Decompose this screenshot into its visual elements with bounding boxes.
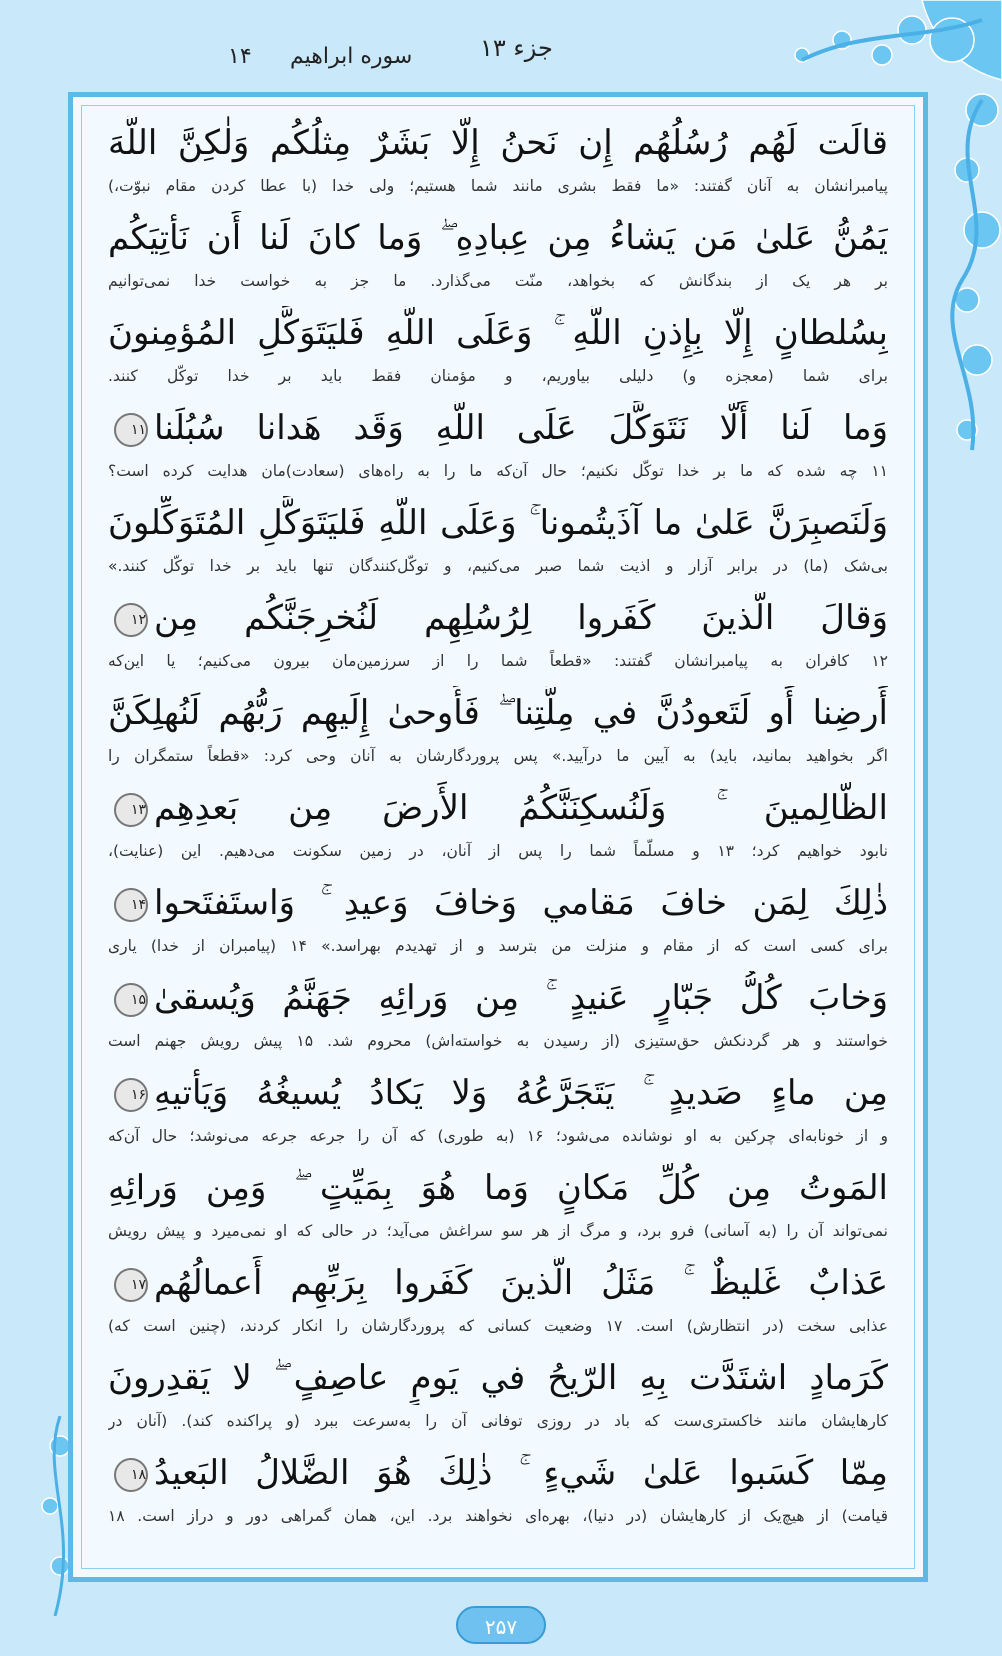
translation-line: نابود خواهیم کرد؛ ۱۳ و مسلّماً شما را پس از آنان، در زمین سکونت می‌دهیم. این (عنایت)، — [108, 842, 888, 860]
ayah-number-badge: ۱۸ — [114, 1458, 148, 1492]
translation-line: ۱۲ کافران به پیامبرانشان گفتند: «قطعاً شما را از سرزمین‌مان بیرون می‌کنیم؛ یا این‌که — [108, 652, 888, 670]
translation-line: عذابی سخت (در انتظارش) است. ۱۷ وضعیت کسانی که پروردگارشان را انکار کردند، (چنین است که) — [108, 1317, 888, 1335]
translation-line: نمی‌تواند آن را (به آسانی) فرو برد، و مرگ از هر سو سراغش می‌آید؛ در حالی که او نمی‌میرد و پیش رویش — [108, 1222, 888, 1240]
ayah-text: أَرضِنا أَو لَتَعودُنَّ في مِلَّتِنا ۖ فَأَوحىٰ إِلَيهِم رَبُّهُم لَنُهلِكَنَّ — [108, 693, 888, 733]
ayah-line — [108, 211, 888, 265]
verses-block — [108, 116, 888, 1541]
ayah-line — [108, 1066, 888, 1120]
ayah-number-badge: ۱۲ — [114, 603, 148, 637]
translation-line: قیامت) از هیچ‌یک از کارهایشان (در دنیا)، بهره‌ای نخواهند برد. این، همان گمراهی دور و دراز است. ۱۸ — [108, 1507, 888, 1525]
ayah-line — [108, 781, 888, 835]
ayah-line — [108, 1256, 888, 1310]
ayah-text: المَوتُ مِن كُلِّ مَكانٍ وَما هُوَ بِمَيِّتٍ ۖ وَمِن وَرائِهِ — [108, 1168, 888, 1208]
translation-line: برای شما (معجزه و) دلیلی بیاوریم، و مؤمنان فقط باید بر خدا توکّل کنند. — [108, 367, 888, 385]
ayah-text: يَمُنُّ عَلىٰ مَن يَشاءُ مِن عِبادِهِ ۖ وَما كانَ لَنا أَن نَأتِيَكُم — [108, 218, 888, 258]
ayah-number-badge: ۱۶ — [114, 1078, 148, 1112]
ayah-line — [108, 686, 888, 740]
ayah-line — [108, 306, 888, 360]
ayah-line — [108, 1446, 888, 1500]
ayah-text: الظّالِمينَ ۚ وَلَنُسكِنَنَّكُمُ الأَرضَ مِن بَعدِهِم — [154, 788, 888, 828]
ayah-text: وَخابَ كُلُّ جَبّارٍ عَنيدٍ ۚ مِن وَرائِهِ جَهَنَّمُ وَيُسقىٰ — [154, 978, 888, 1018]
ayah-number-badge: ۱۳ — [114, 793, 148, 827]
translation-line: بی‌شک (ما) در برابر آزار و اذیت شما صبر می‌کنیم، و توکّل‌کنندگان تنها باید بر خدا توکّل کنند.» — [108, 557, 888, 575]
ayah-line — [108, 1161, 888, 1215]
page-number: ۲۵۷ — [456, 1606, 546, 1644]
surah-name: سوره ابراهیم — [290, 44, 413, 69]
ayah-line — [108, 1351, 888, 1405]
ayah-text: ذٰلِكَ لِمَن خافَ مَقامي وَخافَ وَعيدِ ۚ وَاستَفتَحوا — [154, 883, 888, 923]
ayah-text: كَرَمادٍ اشتَدَّت بِهِ الرّيحُ في يَومٍ عاصِفٍ ۖ لا يَقدِرونَ — [108, 1358, 888, 1398]
ayah-text: عَذابٌ غَليظٌ ۚ مَثَلُ الَّذينَ كَفَروا بِرَبِّهِم أَعمالُهُم — [154, 1263, 888, 1303]
translation-line: بر هر یک از بندگانش که بخواهد، منّت می‌گذارد. ما جز به خواست خدا نمی‌توانیم — [108, 272, 888, 290]
juz-label: جزء ۱۳ — [480, 34, 553, 62]
translation-line: پیامبرانشان به آنان گفتند: «ما فقط بشری مانند شما هستیم؛ ولی خدا (با عطا کردن مقام نبوّت،) — [108, 177, 888, 195]
ayah-text: بِسُلطانٍ إِلّا بِإِذنِ اللَّهِ ۚ وَعَلَى اللَّهِ فَليَتَوَكَّلِ المُؤمِنونَ — [108, 313, 888, 353]
ayah-number-badge: ۱۱ — [114, 413, 148, 447]
ayah-text: وَقالَ الَّذينَ كَفَروا لِرُسُلِهِم لَنُخرِجَنَّكُم مِن — [154, 598, 888, 638]
ayah-line — [108, 876, 888, 930]
ayah-text: وَلَنَصبِرَنَّ عَلىٰ ما آذَيتُمونا ۚ وَعَلَى اللَّهِ فَليَتَوَكَّلِ المُتَوَكِّلونَ — [108, 503, 888, 543]
ayah-text: وَما لَنا أَلّا نَتَوَكَّلَ عَلَى اللَّهِ وَقَد هَدانا سُبُلَنا — [154, 408, 888, 448]
surah-number: ۱۴ — [228, 44, 252, 69]
ayah-line — [108, 971, 888, 1025]
translation-line: اگر بخواهید بمانید، باید) به آیین ما درآیید.» پس پروردگارشان به آنان وحی کرد: «قطعاً ستمگران را — [108, 747, 888, 765]
ayah-line — [108, 496, 888, 550]
ayah-number-badge: ۱۴ — [114, 888, 148, 922]
translation-line: کارهایشان مانند خاکستری‌ست که باد در روزی توفانی آن را به‌سرعت ببرد (و پراکنده کند). (آنان در — [108, 1412, 888, 1430]
translation-line: خواستند و هر گردنکش حق‌ستیزی (از رسیدن به خواسته‌اش) محروم شد. ۱۵ پیش رویش جهنم است — [108, 1032, 888, 1050]
ayah-text: مِمّا كَسَبوا عَلىٰ شَيءٍ ۚ ذٰلِكَ هُوَ الضَّلالُ البَعيدُ — [154, 1453, 888, 1493]
ayah-text: قالَت لَهُم رُسُلُهُم إِن نَحنُ إِلّا بَشَرٌ مِثلُكُم وَلٰكِنَّ اللَّهَ — [108, 123, 888, 163]
ayah-number-badge: ۱۵ — [114, 983, 148, 1017]
translation-line: ۱۱ چه شده که ما بر خدا توکّل نکنیم؛ حال آن‌که ما را به راه‌های (سعادت)مان هدایت کرده است؟ — [108, 462, 888, 480]
ayah-line — [108, 116, 888, 170]
ayah-line — [108, 591, 888, 645]
ayah-text: مِن ماءٍ صَديدٍ ۚ يَتَجَرَّعُهُ وَلا يَكادُ يُسيغُهُ وَيَأتيهِ — [154, 1073, 888, 1113]
translation-line: و از خونابه‌ای چرکین به او نوشانده می‌شود؛ ۱۶ (به طوری) که آن را جرعه جرعه می‌نوشد؛ حال آن‌که — [108, 1127, 888, 1145]
ayah-line — [108, 401, 888, 455]
translation-line: برای کسی است که از مقام و منزلت من بترسد و از تهدیدم بهراسد.» ۱۴ (پیامبران از خدا) یاری — [108, 937, 888, 955]
ayah-number-badge: ۱۷ — [114, 1268, 148, 1302]
